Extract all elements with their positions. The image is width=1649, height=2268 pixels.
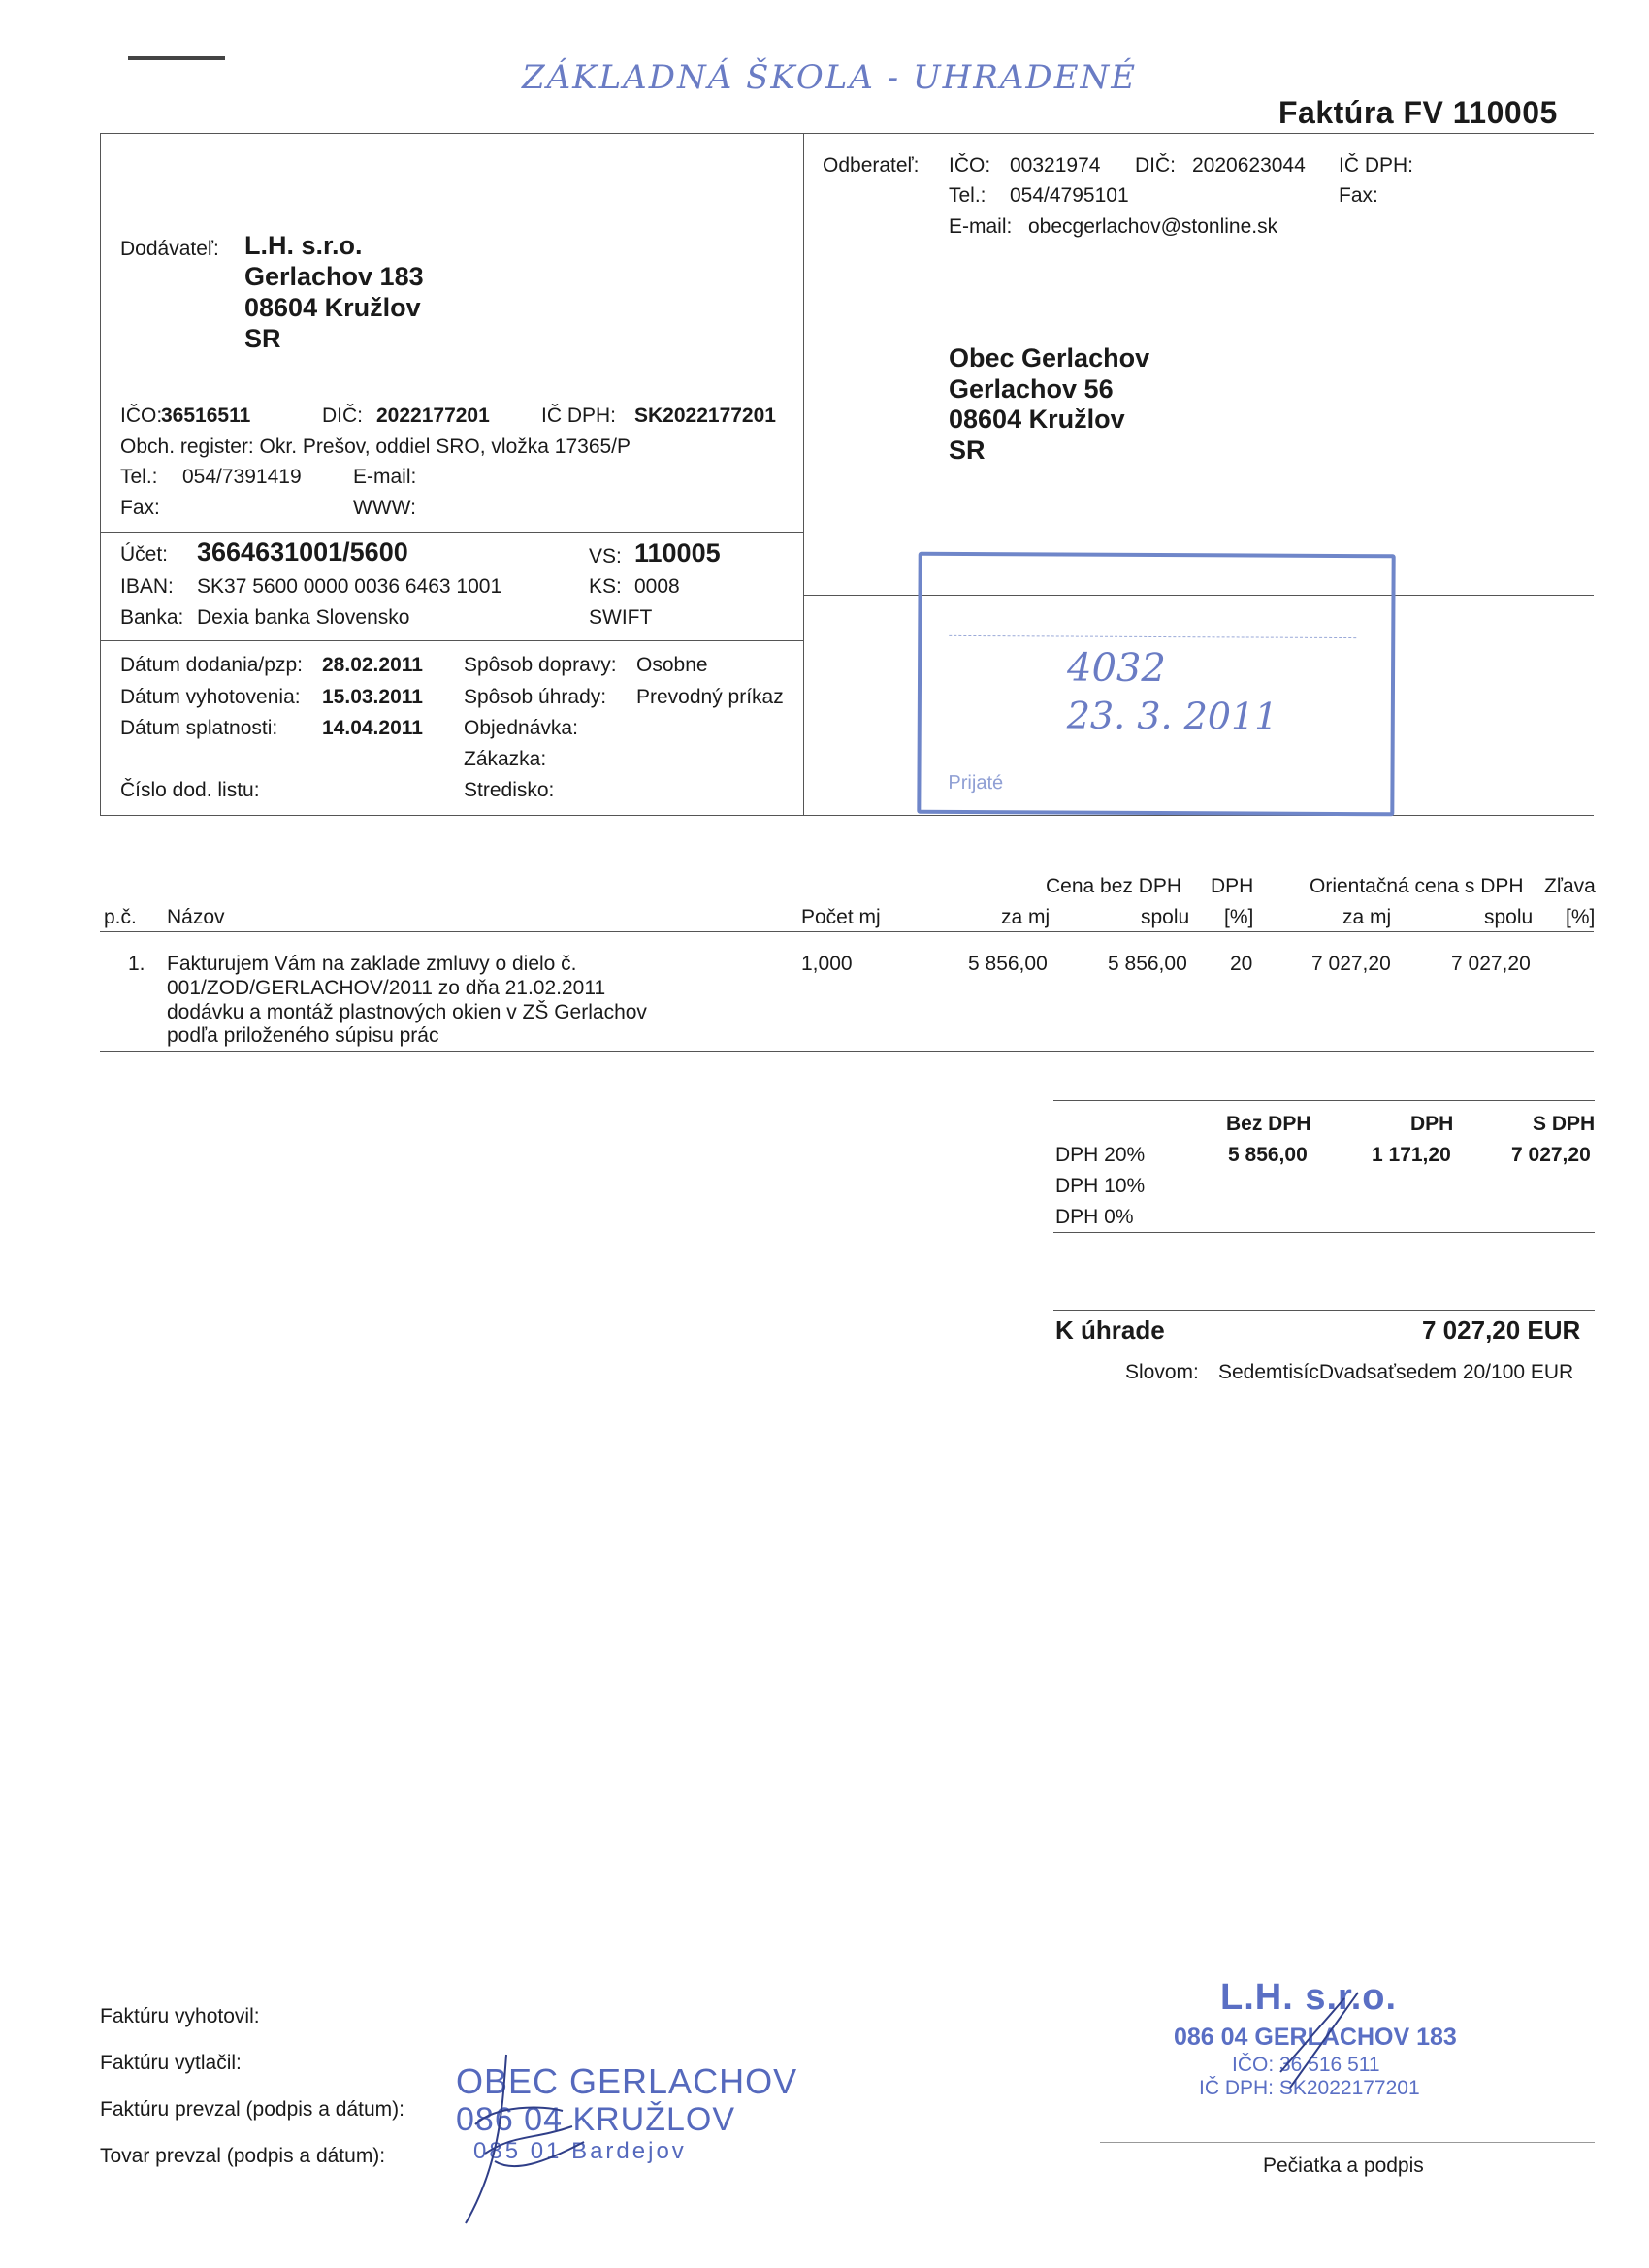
customer-street: Gerlachov 56 xyxy=(949,374,1114,404)
bank-iban-label: IBAN: xyxy=(120,575,174,598)
frame-left xyxy=(100,133,101,815)
supplier-ico: 36516511 xyxy=(161,405,251,427)
date-due: 14.04.2011 xyxy=(322,717,423,739)
bank-vs: 110005 xyxy=(634,538,721,567)
date-issue: 15.03.2011 xyxy=(322,686,423,708)
supplier-dic-label: DIČ: xyxy=(322,405,363,427)
supplier-icdph-label: IČ DPH: xyxy=(541,405,617,427)
footer-printed-by: Faktúru vytlačil: xyxy=(100,2052,242,2074)
bank-account-label: Účet: xyxy=(120,543,169,566)
customer-stamp-line3: 085 01 Bardejov xyxy=(473,2138,687,2164)
customer-dic-label: DIČ: xyxy=(1135,154,1176,177)
center-label: Stredisko: xyxy=(464,779,555,801)
customer-email: obecgerlachov@stonline.sk xyxy=(1028,215,1278,238)
frame-supplier-bottom xyxy=(100,532,803,533)
frame-top xyxy=(100,133,1594,134)
words-label: Slovom: xyxy=(1125,1361,1199,1383)
summary-row1-total: 7 027,20 xyxy=(1511,1144,1591,1166)
date-due-label: Dátum splatnosti: xyxy=(120,717,278,739)
handwritten-note: ZÁKLADNÁ ŠKOLA - UHRADENÉ xyxy=(522,58,1138,97)
supplier-signature-scribble xyxy=(1261,1979,1377,2095)
item-desc-line4: podľa priloženého súpisu prác xyxy=(167,1024,439,1047)
supplier-stamp-line2: IČO: 36 516 511 xyxy=(1232,2054,1380,2076)
item-unit-inc: 7 027,20 xyxy=(1311,953,1391,975)
col-vat: DPH xyxy=(1211,875,1254,897)
supplier-dic: 2022177201 xyxy=(376,405,490,427)
received-label: Prijaté xyxy=(948,771,1004,794)
item-no: 1. xyxy=(128,953,146,975)
supplier-stamp-line1: 086 04 GERLACHOV 183 xyxy=(1174,2024,1457,2051)
customer-email-label: E-mail: xyxy=(949,215,1013,238)
bank-account: 3664631001/5600 xyxy=(197,537,408,567)
summary-row1-base: 5 856,00 xyxy=(1228,1144,1308,1166)
item-qty: 1,000 xyxy=(801,953,853,975)
supplier-tel: 054/7391419 xyxy=(182,466,302,488)
item-desc-line3: dodávku a montáž plastnových okien v ZŠ Gerlachov xyxy=(167,1001,647,1023)
customer-country: SR xyxy=(949,436,986,465)
summary-col-vat: DPH xyxy=(1410,1113,1454,1135)
summary-row1-vat: 1 171,20 xyxy=(1372,1144,1451,1166)
supplier-country: SR xyxy=(244,324,281,353)
item-desc-line1: Fakturujem Vám na zaklade zmluvy o dielo č. xyxy=(167,953,577,975)
delivery-note-label: Číslo dod. listu: xyxy=(120,779,260,801)
col-qty: Počet mj xyxy=(801,906,881,928)
transport-label: Spôsob dopravy: xyxy=(464,654,617,676)
due-top-rule xyxy=(1053,1310,1595,1311)
received-number: 4032 xyxy=(1066,645,1167,692)
bank-ks-label: KS: xyxy=(589,575,622,598)
col-vat-pct: [%] xyxy=(1224,906,1254,928)
due-label: K úhrade xyxy=(1055,1315,1165,1345)
footer-accepted-goods: Tovar prevzal (podpis a dátum): xyxy=(100,2145,386,2167)
date-delivery: 28.02.2011 xyxy=(322,654,423,676)
bank-iban: SK37 5600 0000 0036 6463 1001 xyxy=(197,575,502,598)
date-delivery-label: Dátum dodania/pzp: xyxy=(120,654,303,676)
customer-stamp-line1: OBEC GERLACHOV xyxy=(456,2061,798,2101)
frame-mid xyxy=(803,133,804,815)
col-price-ex: Cena bez DPH xyxy=(1046,875,1182,897)
received-stamp xyxy=(917,552,1395,817)
col-total2: spolu xyxy=(1484,906,1534,928)
customer-tel-label: Tel.: xyxy=(949,184,986,207)
bank-ks: 0008 xyxy=(634,575,680,598)
col-discount-pct: [%] xyxy=(1566,906,1596,928)
col-unit2: za mj xyxy=(1342,906,1392,928)
supplier-label: Dodávateľ: xyxy=(120,238,219,260)
summary-row1-label: DPH 20% xyxy=(1055,1144,1146,1166)
customer-ico: 00321974 xyxy=(1010,154,1101,177)
item-vat: 20 xyxy=(1230,953,1253,975)
supplier-stamp-line3: IČ DPH: SK2022177201 xyxy=(1199,2077,1420,2099)
received-date: 23. 3. 2011 xyxy=(1066,694,1278,738)
supplier-ico-label: IČO: xyxy=(120,405,163,427)
customer-tel: 054/4795101 xyxy=(1010,184,1129,207)
col-unit: za mj xyxy=(1001,906,1051,928)
summary-top-rule xyxy=(1053,1100,1595,1101)
invoice-title: Faktúra FV 110005 xyxy=(1278,95,1558,130)
transport-value: Osobne xyxy=(636,654,708,676)
bank-vs-label: VS: xyxy=(589,545,622,567)
customer-label: Odberateľ: xyxy=(823,154,920,177)
customer-city: 08604 Kružlov xyxy=(949,405,1125,434)
summary-col-total: S DPH xyxy=(1533,1113,1596,1135)
col-pc: p.č. xyxy=(104,906,137,928)
order-label: Objednávka: xyxy=(464,717,578,739)
due-amount: 7 027,20 EUR xyxy=(1422,1315,1581,1345)
supplier-register: Obch. register: Okr. Prešov, oddiel SRO, vložka 17365/P xyxy=(120,436,631,458)
footer-accepted-invoice: Faktúru prevzal (podpis a dátum): xyxy=(100,2098,404,2121)
item-desc-line2: 001/ZOD/GERLACHOV/2011 zo dňa 21.02.2011 xyxy=(167,977,606,999)
words-value: SedemtisícDvadsaťsedem 20/100 EUR xyxy=(1218,1361,1574,1383)
supplier-city: 08604 Kružlov xyxy=(244,293,421,322)
supplier-name: L.H. s.r.o. xyxy=(244,231,363,260)
payment-value: Prevodný príkaz xyxy=(636,686,784,708)
supplier-tel-label: Tel.: xyxy=(120,466,158,488)
summary-bottom-rule xyxy=(1053,1232,1595,1233)
items-bottom-rule xyxy=(100,1051,1594,1052)
supplier-fax-label: Fax: xyxy=(120,497,160,519)
payment-label: Spôsob úhrady: xyxy=(464,686,607,708)
col-total: spolu xyxy=(1141,906,1190,928)
scan-mark xyxy=(128,56,225,60)
col-discount: Zľava xyxy=(1544,875,1596,897)
bank-swift-label: SWIFT xyxy=(589,606,653,629)
item-total-ex: 5 856,00 xyxy=(1108,953,1187,975)
supplier-icdph: SK2022177201 xyxy=(634,405,776,427)
contract-label: Zákazka: xyxy=(464,748,547,770)
customer-dic: 2020623044 xyxy=(1192,154,1306,177)
summary-row2-label: DPH 10% xyxy=(1055,1175,1146,1197)
summary-row3-label: DPH 0% xyxy=(1055,1206,1134,1228)
summary-col-base: Bez DPH xyxy=(1226,1113,1311,1135)
customer-icdph-label: IČ DPH: xyxy=(1339,154,1414,177)
customer-fax-label: Fax: xyxy=(1339,184,1378,207)
bank-name-label: Banka: xyxy=(120,606,184,629)
date-issue-label: Dátum vyhotovenia: xyxy=(120,686,301,708)
bank-name: Dexia banka Slovensko xyxy=(197,606,410,629)
signature-rule xyxy=(1100,2142,1595,2143)
supplier-street: Gerlachov 183 xyxy=(244,262,424,291)
customer-ico-label: IČO: xyxy=(949,154,991,177)
supplier-www-label: WWW: xyxy=(353,497,416,519)
stamp-sign-label: Pečiatka a podpis xyxy=(1263,2155,1424,2177)
item-total-inc: 7 027,20 xyxy=(1451,953,1531,975)
item-unit-ex: 5 856,00 xyxy=(968,953,1048,975)
supplier-email-label: E-mail: xyxy=(353,466,417,488)
footer-issued-by: Faktúru vyhotovil: xyxy=(100,2005,260,2027)
frame-bank-bottom xyxy=(100,640,803,641)
col-name: Názov xyxy=(167,906,225,928)
received-stamp-inner-line xyxy=(949,635,1356,638)
items-header-rule xyxy=(100,931,1594,932)
customer-name: Obec Gerlachov xyxy=(949,343,1150,373)
supplier-stamp-name: L.H. s.r.o. xyxy=(1220,1977,1398,2018)
customer-stamp-line2: 086 04 KRUŽLOV xyxy=(456,2101,736,2138)
col-price-inc: Orientačná cena s DPH xyxy=(1310,875,1524,897)
signature-scribble xyxy=(456,2047,592,2231)
